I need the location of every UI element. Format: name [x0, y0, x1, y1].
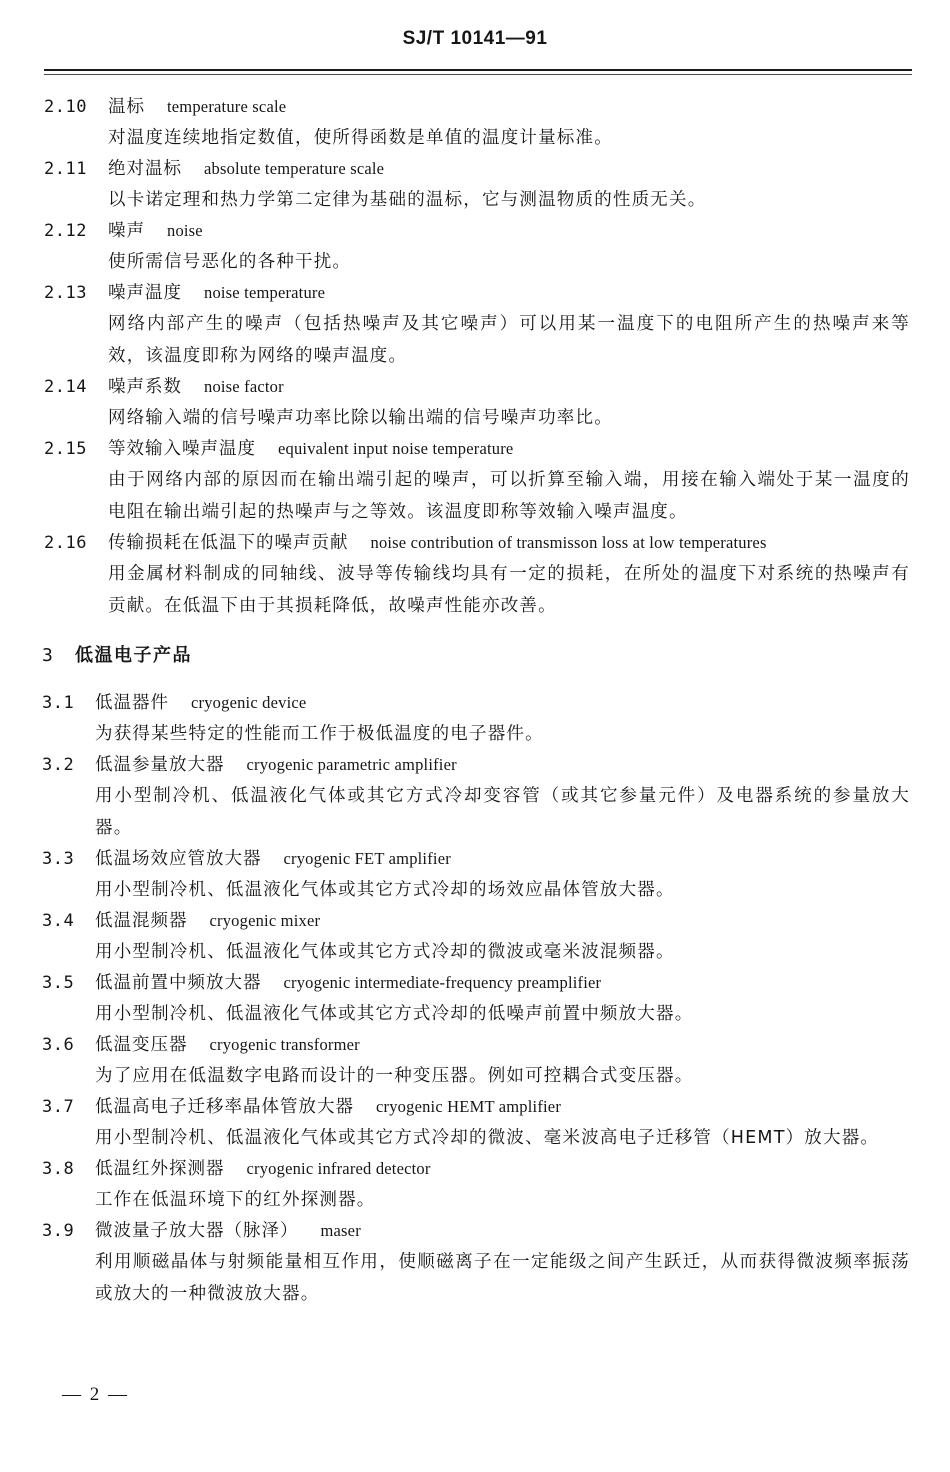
term-number: 3.9 — [42, 1221, 75, 1241]
term-entry-2-15 — [0, 434, 950, 528]
term-entry-2-13 — [0, 278, 950, 372]
header-rule-thin — [44, 74, 912, 75]
term-entry-2-12 — [0, 216, 950, 278]
term-entry-3-6 — [0, 1030, 950, 1092]
term-chinese: 低温红外探测器 — [95, 1159, 225, 1179]
term-number: 2.13 — [44, 283, 87, 303]
term-definition: 为了应用在低温数字电路而设计的一种变压器。例如可控耦合式变压器。 — [95, 1066, 694, 1086]
term-number: 3.5 — [42, 973, 75, 993]
term-entry-2-16 — [0, 528, 950, 622]
term-number: 2.12 — [44, 221, 87, 241]
term-english: equivalent input noise temperature — [278, 439, 514, 458]
term-chinese: 低温前置中频放大器 — [95, 973, 262, 993]
term-definition: 用小型制冷机、低温液化气体或其它方式冷却的微波或毫米波混频器。 — [95, 942, 675, 962]
term-entry-3-1 — [0, 688, 950, 750]
term-english: noise — [167, 221, 203, 240]
term-english: cryogenic infrared detector — [246, 1159, 431, 1178]
term-number: 2.15 — [44, 439, 87, 459]
term-chinese: 等效输入噪声温度 — [108, 439, 256, 459]
term-number: 3.4 — [42, 911, 75, 931]
term-entry-3-8 — [0, 1154, 950, 1216]
page-number: — 2 — — [62, 1384, 129, 1405]
term-number: 2.16 — [44, 533, 87, 553]
term-definition: 使所需信号恶化的各种干扰。 — [108, 252, 352, 272]
term-definition: 用小型制冷机、低温液化气体或其它方式冷却的低噪声前置中频放大器。 — [95, 1004, 694, 1024]
term-definition: 为获得某些特定的性能而工作于极低温度的电子器件。 — [95, 724, 544, 744]
term-chinese: 微波量子放大器（脉泽） — [95, 1221, 299, 1241]
term-entry-2-14 — [0, 372, 950, 434]
term-definition: 以卡诺定理和热力学第二定律为基础的温标，它与测温物质的性质无关。 — [108, 190, 707, 210]
term-chinese: 温标 — [108, 97, 145, 117]
term-entry-2-11 — [0, 154, 950, 216]
term-chinese: 低温参量放大器 — [95, 755, 225, 775]
term-english: cryogenic transformer — [209, 1035, 360, 1054]
term-number: 3.1 — [42, 693, 75, 713]
term-chinese: 噪声 — [108, 221, 145, 241]
term-number: 2.10 — [44, 97, 87, 117]
section-heading — [0, 632, 950, 680]
term-number: 3.2 — [42, 755, 75, 775]
term-english: noise contribution of transmisson loss at low temperatures — [370, 533, 767, 552]
term-definition: 网络输入端的信号噪声功率比除以输出端的信号噪声功率比。 — [108, 408, 613, 428]
term-english: cryogenic parametric amplifier — [246, 755, 457, 774]
term-english: cryogenic FET amplifier — [283, 849, 451, 868]
term-definition: 工作在低温环境下的红外探测器。 — [95, 1190, 376, 1210]
term-definition: 用小型制冷机、低温液化气体或其它方式冷却的场效应晶体管放大器。 — [95, 880, 675, 900]
term-number: 3.6 — [42, 1035, 75, 1055]
term-chinese: 传输损耗在低温下的噪声贡献 — [108, 533, 349, 553]
term-entry-3-7 — [0, 1092, 950, 1154]
term-number: 3.8 — [42, 1159, 75, 1179]
term-english: cryogenic intermediate-frequency preamplifier — [283, 973, 602, 992]
term-number: 3.3 — [42, 849, 75, 869]
term-english: noise factor — [204, 377, 284, 396]
term-definition: 对温度连续地指定数值，使所得函数是单值的温度计量标准。 — [108, 128, 613, 148]
term-chinese: 噪声温度 — [108, 283, 182, 303]
term-english: noise temperature — [204, 283, 326, 302]
term-chinese: 低温器件 — [95, 693, 169, 713]
section-number: 3 — [42, 645, 53, 666]
term-definition: 用金属材料制成的同轴线、波导等传输线均具有一定的损耗，在所处的温度下对系统的热噪声有贡献。在低温下由于其损耗降低，故噪声性能亦改善。 — [108, 564, 910, 616]
document-code-header: SJ/T 10141—91 — [402, 28, 548, 49]
term-entry-3-2 — [0, 750, 950, 844]
term-english: cryogenic mixer — [209, 911, 321, 930]
header-rule-thick — [44, 69, 912, 71]
term-definition: 利用顺磁晶体与射频能量相互作用，使顺磁离子在一定能级之间产生跃迁，从而获得微波频率振荡或放大的一种微波放大器。 — [95, 1252, 910, 1304]
term-english: temperature scale — [167, 97, 287, 116]
section-title: 低温电子产品 — [75, 645, 192, 666]
term-chinese: 低温混频器 — [95, 911, 188, 931]
term-chinese: 低温场效应管放大器 — [95, 849, 262, 869]
document-body — [0, 92, 950, 1310]
term-definition: 用小型制冷机、低温液化气体或其它方式冷却的微波、毫米波高电子迁移管（HEMT）放大器。 — [95, 1128, 880, 1148]
term-english: cryogenic HEMT amplifier — [376, 1097, 562, 1116]
term-entry-3-4 — [0, 906, 950, 968]
term-entry-3-3 — [0, 844, 950, 906]
term-entry-3-5 — [0, 968, 950, 1030]
term-chinese: 低温高电子迁移率晶体管放大器 — [95, 1097, 354, 1117]
term-english: cryogenic device — [191, 693, 307, 712]
term-chinese: 噪声系数 — [108, 377, 182, 397]
term-number: 2.14 — [44, 377, 87, 397]
term-definition: 网络内部产生的噪声（包括热噪声及其它噪声）可以用某一温度下的电阻所产生的热噪声来等效，该温度即称为网络的噪声温度。 — [108, 314, 910, 366]
term-number: 3.7 — [42, 1097, 75, 1117]
term-entry-2-10 — [0, 92, 950, 154]
term-definition: 用小型制冷机、低温液化气体或其它方式冷却变容管（或其它参量元件）及电器系统的参量放大器。 — [95, 786, 910, 838]
term-chinese: 绝对温标 — [108, 159, 182, 179]
term-definition: 由于网络内部的原因而在输出端引起的噪声，可以折算至输入端，用接在输入端处于某一温度的电阻在输出端引起的热噪声与之等效。该温度即称等效输入噪声温度。 — [108, 470, 910, 522]
term-entry-3-9 — [0, 1216, 950, 1310]
term-english: maser — [320, 1221, 361, 1240]
term-english: absolute temperature scale — [204, 159, 385, 178]
term-chinese: 低温变压器 — [95, 1035, 188, 1055]
term-number: 2.11 — [44, 159, 87, 179]
